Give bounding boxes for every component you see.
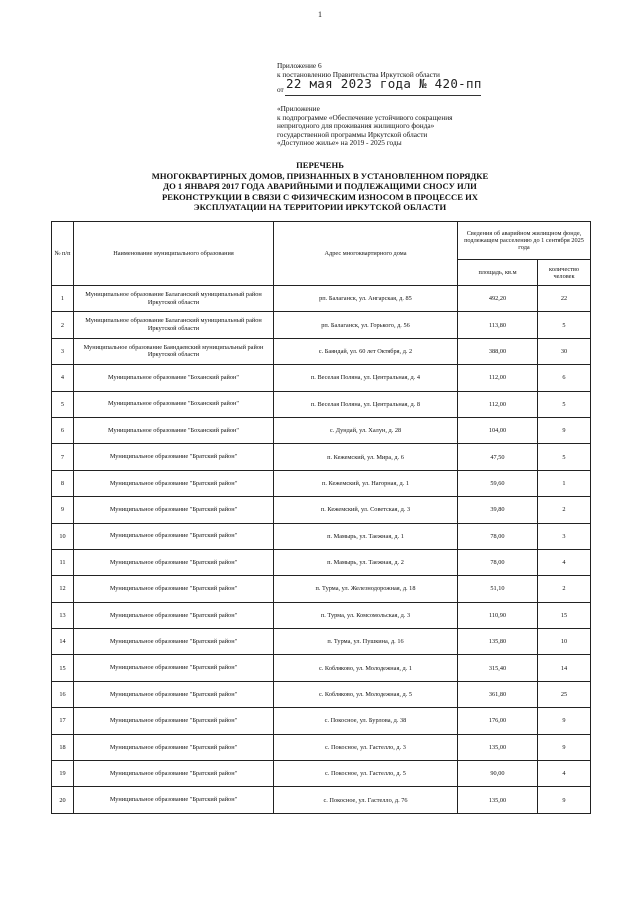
row-people: 2 — [538, 576, 591, 602]
table-row — [52, 734, 591, 760]
table-row — [52, 497, 591, 523]
header-people: количество человек — [538, 260, 591, 286]
program-line-4: государственной программы Иркутской области — [277, 129, 428, 139]
row-people: 22 — [538, 286, 591, 312]
row-number: 10 — [52, 523, 74, 549]
table-row — [52, 655, 591, 681]
row-area: 112,00 — [458, 391, 538, 417]
row-municipality: Муниципальное образование "Братский район" — [74, 708, 274, 734]
order-line — [277, 76, 527, 95]
row-area: 104,00 — [458, 417, 538, 443]
row-people: 9 — [538, 417, 591, 443]
appendix-title: Приложение 6 — [277, 61, 322, 70]
document-title — [105, 160, 535, 213]
row-number: 20 — [52, 787, 74, 813]
row-area: 135,00 — [458, 787, 538, 813]
table-row — [52, 338, 591, 364]
title-line-4: РЕКОНСТРУКЦИИ В СВЯЗИ С ФИЗИЧЕСКИМ ИЗНОСОМ В ПРОЦЕССЕ ИХ — [161, 191, 478, 202]
row-municipality: Муниципальное образование Балаганский муниципальный район Иркутской области — [74, 312, 274, 338]
row-municipality: Муниципальное образование "Боханский район" — [74, 417, 274, 443]
table-row — [52, 681, 591, 707]
row-address: с. Покосное, ул. Гастелло, д. 5 — [274, 761, 458, 787]
row-area: 59,60 — [458, 470, 538, 496]
row-number: 14 — [52, 629, 74, 655]
row-address: п. Турма, ул. Комсомольская, д. 3 — [274, 602, 458, 628]
row-municipality: Муниципальное образование "Братский район" — [74, 549, 274, 575]
row-address: п. Кежемский, ул. Советская, д. 3 — [274, 497, 458, 523]
row-address: с. Покосное, ул. Гастелло, д. 3 — [274, 734, 458, 760]
row-address: п. Мамырь, ул. Таежная, д. 2 — [274, 549, 458, 575]
row-address: п. Веселая Поляна, ул. Центральная, д. 8 — [274, 391, 458, 417]
row-municipality: Муниципальное образование Баяндаевский муниципальный район Иркутской области — [74, 338, 274, 364]
row-number: 3 — [52, 338, 74, 364]
table-row — [52, 391, 591, 417]
appendix-block — [277, 62, 527, 93]
row-address: п. Турма, ул. Пушкина, д. 16 — [274, 629, 458, 655]
appendix-decree: к постановлению Правительства Иркутской области — [277, 69, 440, 79]
row-people: 10 — [538, 629, 591, 655]
table-row — [52, 576, 591, 602]
row-people: 1 — [538, 470, 591, 496]
program-line-2: к подпрограмме «Обеспечение устойчивого сокращения — [277, 112, 453, 122]
row-number: 7 — [52, 444, 74, 470]
order-underline — [285, 95, 481, 96]
row-municipality: Муниципальное образование "Братский район" — [74, 787, 274, 813]
row-municipality: Муниципальное образование "Боханский район" — [74, 391, 274, 417]
housing-table — [51, 221, 591, 814]
row-address: рп. Балаганск, ул. Горького, д. 56 — [274, 312, 458, 338]
row-people: 4 — [538, 549, 591, 575]
title-line-3: ДО 1 ЯНВАРЯ 2017 ГОДА АВАРИЙНЫМИ И ПОДЛЕЖАЩИМИ СНОСУ ИЛИ — [163, 181, 477, 191]
row-area: 388,00 — [458, 338, 538, 364]
program-reference — [277, 105, 507, 148]
row-municipality: Муниципальное образование "Боханский район" — [74, 365, 274, 391]
row-area: 51,10 — [458, 576, 538, 602]
row-number: 9 — [52, 497, 74, 523]
row-area: 110,90 — [458, 602, 538, 628]
table-row — [52, 444, 591, 470]
row-number: 6 — [52, 417, 74, 443]
row-number: 11 — [52, 549, 74, 575]
row-area: 492,20 — [458, 286, 538, 312]
order-from-label: от — [277, 85, 284, 95]
row-municipality: Муниципальное образование "Братский район" — [74, 734, 274, 760]
row-address: п. Кежемский, ул. Мира, д. 6 — [274, 444, 458, 470]
row-people: 15 — [538, 602, 591, 628]
row-municipality: Муниципальное образование "Братский район" — [74, 681, 274, 707]
row-area: 135,80 — [458, 629, 538, 655]
row-area: 90,00 — [458, 761, 538, 787]
program-line-5: «Доступное жилье» на 2019 - 2025 годы — [277, 138, 402, 148]
row-area: 113,80 — [458, 312, 538, 338]
row-number: 19 — [52, 761, 74, 787]
row-people: 3 — [538, 523, 591, 549]
row-address: рп. Балаганск, ул. Ангарская, д. 85 — [274, 286, 458, 312]
row-people: 14 — [538, 655, 591, 681]
row-address: с. Покосное, ул. Гастелло, д. 76 — [274, 787, 458, 813]
row-area: 315,40 — [458, 655, 538, 681]
row-area: 39,80 — [458, 497, 538, 523]
row-people: 25 — [538, 681, 591, 707]
row-area: 135,00 — [458, 734, 538, 760]
row-municipality: Муниципальное образование Балаганский муниципальный район Иркутской области — [74, 286, 274, 312]
header-municipality: Наименование муниципального образования — [74, 222, 274, 286]
row-people: 2 — [538, 497, 591, 523]
row-people: 9 — [538, 734, 591, 760]
table-row — [52, 365, 591, 391]
row-people: 5 — [538, 444, 591, 470]
title-line-2: МНОГОКВАРТИРНЫХ ДОМОВ, ПРИЗНАННЫХ В УСТАНОВЛЕННОМ ПОРЯДКЕ — [151, 170, 489, 181]
table-row — [52, 708, 591, 734]
header-info: Сведения об аварийном жилищном фонде, подлежащем расселению до 1 сентября 2025 года — [458, 222, 591, 260]
row-address: п. Кежемский, ул. Нагорная, д. 1 — [274, 470, 458, 496]
title-line-1: ПЕРЕЧЕНЬ — [296, 160, 344, 170]
row-people: 5 — [538, 391, 591, 417]
row-municipality: Муниципальное образование "Братский район" — [74, 629, 274, 655]
table-row — [52, 312, 591, 338]
row-area: 47,50 — [458, 444, 538, 470]
table-row — [52, 787, 591, 813]
row-municipality: Муниципальное образование "Братский район" — [74, 576, 274, 602]
row-number: 13 — [52, 602, 74, 628]
header-num: № п/п — [52, 222, 74, 286]
row-area: 176,00 — [458, 708, 538, 734]
row-people: 4 — [538, 761, 591, 787]
row-address: с. Кобляково, ул. Молодежная, д. 5 — [274, 681, 458, 707]
row-address: с. Покосное, ул. Бурлова, д. 38 — [274, 708, 458, 734]
row-number: 4 — [52, 365, 74, 391]
row-number: 2 — [52, 312, 74, 338]
table-row — [52, 761, 591, 787]
row-area: 112,00 — [458, 365, 538, 391]
row-area: 78,00 — [458, 549, 538, 575]
row-municipality: Муниципальное образование "Братский район" — [74, 655, 274, 681]
order-date-number: 22 мая 2023 года № 420-пп — [286, 76, 482, 92]
row-number: 17 — [52, 708, 74, 734]
row-municipality: Муниципальное образование "Братский район" — [74, 497, 274, 523]
row-number: 12 — [52, 576, 74, 602]
table-row — [52, 470, 591, 496]
row-people: 9 — [538, 708, 591, 734]
row-address: с. Кобляково, ул. Молодежная, д. 1 — [274, 655, 458, 681]
row-municipality: Муниципальное образование "Братский район" — [74, 523, 274, 549]
table-row — [52, 549, 591, 575]
row-municipality: Муниципальное образование "Братский район" — [74, 444, 274, 470]
row-people: 9 — [538, 787, 591, 813]
header-area: площадь, кв.м — [458, 260, 538, 286]
table-body — [52, 286, 591, 814]
table-row — [52, 417, 591, 443]
row-people: 5 — [538, 312, 591, 338]
row-area: 361,80 — [458, 681, 538, 707]
row-number: 5 — [52, 391, 74, 417]
title-line-5: ЭКСПЛУАТАЦИИ НА ТЕРРИТОРИИ ИРКУТСКОЙ ОБЛАСТИ — [193, 202, 447, 212]
row-address: п. Веселая Поляна, ул. Центральная, д. 4 — [274, 365, 458, 391]
row-address: п. Турма, ул. Железнодорожная, д. 18 — [274, 576, 458, 602]
row-people: 6 — [538, 365, 591, 391]
row-number: 8 — [52, 470, 74, 496]
row-number: 16 — [52, 681, 74, 707]
row-area: 78,00 — [458, 523, 538, 549]
row-municipality: Муниципальное образование "Братский район" — [74, 602, 274, 628]
row-municipality: Муниципальное образование "Братский район" — [74, 761, 274, 787]
row-address: с. Баяндай, ул. 60 лет Октября, д. 2 — [274, 338, 458, 364]
table-row — [52, 286, 591, 312]
row-number: 18 — [52, 734, 74, 760]
program-line-3: непригодного для проживания жилищного фонда» — [277, 121, 435, 131]
header-address: Адрес многоквартирного дома — [274, 222, 458, 286]
table-row — [52, 629, 591, 655]
row-number: 15 — [52, 655, 74, 681]
row-number: 1 — [52, 286, 74, 312]
table-row — [52, 602, 591, 628]
row-address: с. Дундай, ул. Халун, д. 28 — [274, 417, 458, 443]
page-number: 1 — [318, 10, 322, 19]
program-line-1: «Приложение — [277, 104, 320, 113]
table-row — [52, 523, 591, 549]
row-address: п. Мамырь, ул. Таежная, д. 1 — [274, 523, 458, 549]
row-municipality: Муниципальное образование "Братский район" — [74, 470, 274, 496]
row-people: 30 — [538, 338, 591, 364]
